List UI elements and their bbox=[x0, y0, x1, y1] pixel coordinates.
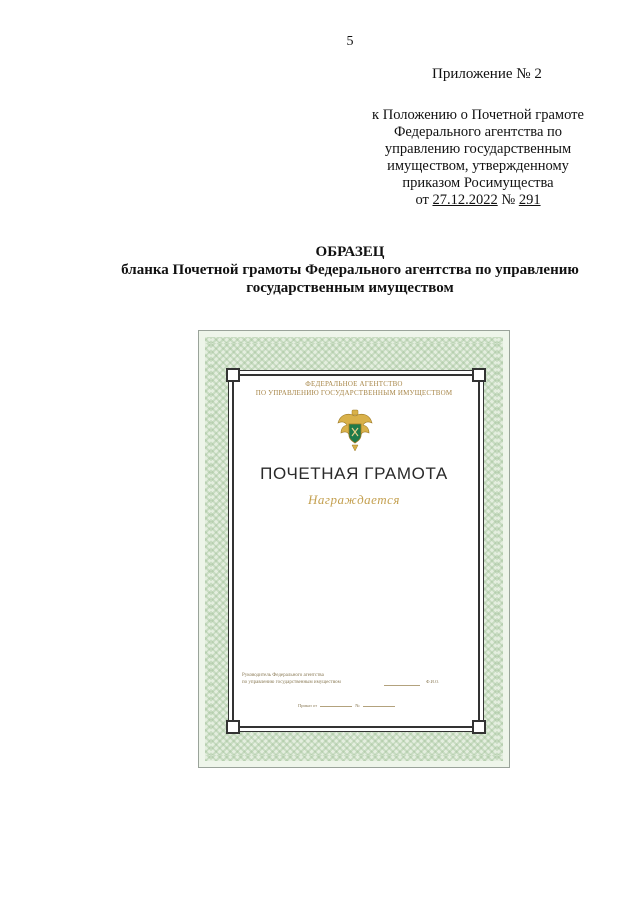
signer-line-2: по управлению государственным имуществом bbox=[242, 680, 341, 685]
appendix-line-5: приказом Росимущества bbox=[402, 175, 554, 191]
corner-ornament bbox=[472, 720, 486, 734]
order-number: 291 bbox=[518, 192, 541, 208]
certificate-title: ПОЧЕТНАЯ ГРАМОТА bbox=[260, 464, 448, 483]
signer-line-1: Руководитель Федерального агентства bbox=[242, 673, 324, 678]
signer-title bbox=[242, 672, 422, 686]
awarded-text: Награждается bbox=[308, 492, 400, 507]
signature-line bbox=[384, 685, 420, 686]
order-date-blank bbox=[320, 706, 352, 707]
agency-line-1: ФЕДЕРАЛЬНОЕ АГЕНТСТВО bbox=[305, 380, 403, 388]
corner-ornament bbox=[226, 720, 240, 734]
signer-name: Ф.И.О. bbox=[426, 679, 440, 684]
appendix-date-line bbox=[360, 192, 596, 209]
appendix-description bbox=[360, 107, 596, 209]
order-prefix: Приказ от bbox=[298, 703, 318, 708]
number-prefix: № bbox=[501, 192, 516, 208]
page-number: 5 bbox=[346, 34, 354, 49]
appendix-line-1: к Положению о Почетной грамоте bbox=[372, 107, 584, 123]
date-prefix: от bbox=[415, 192, 429, 208]
order-date: 27.12.2022 bbox=[432, 192, 498, 208]
agency-line-2: ПО УПРАВЛЕНИЮ ГОСУДАРСТВЕННЫМ ИМУЩЕСТВОМ bbox=[255, 389, 453, 397]
appendix-line-3: управлению государственным bbox=[384, 141, 572, 157]
appendix-title: Приложение № 2 bbox=[432, 66, 542, 82]
order-number-label: № bbox=[355, 703, 360, 708]
agency-name bbox=[234, 380, 474, 398]
corner-ornament bbox=[472, 368, 486, 382]
heading-line-2: государственным имуществом bbox=[246, 280, 454, 296]
certificate-field bbox=[232, 374, 480, 728]
heading-title: ОБРАЗЕЦ bbox=[315, 244, 385, 260]
order-number-blank bbox=[363, 706, 395, 707]
order-line bbox=[298, 703, 397, 708]
appendix-line-2: Федерального агентства по bbox=[393, 124, 563, 140]
appendix-line-4: имуществом, утвержденному bbox=[387, 158, 569, 174]
heading-line-1: бланка Почетной грамоты Федерального агентства по управлению bbox=[121, 262, 579, 278]
document-heading bbox=[90, 243, 610, 297]
eagle-emblem-icon bbox=[336, 408, 374, 452]
certificate-sample bbox=[198, 330, 510, 768]
